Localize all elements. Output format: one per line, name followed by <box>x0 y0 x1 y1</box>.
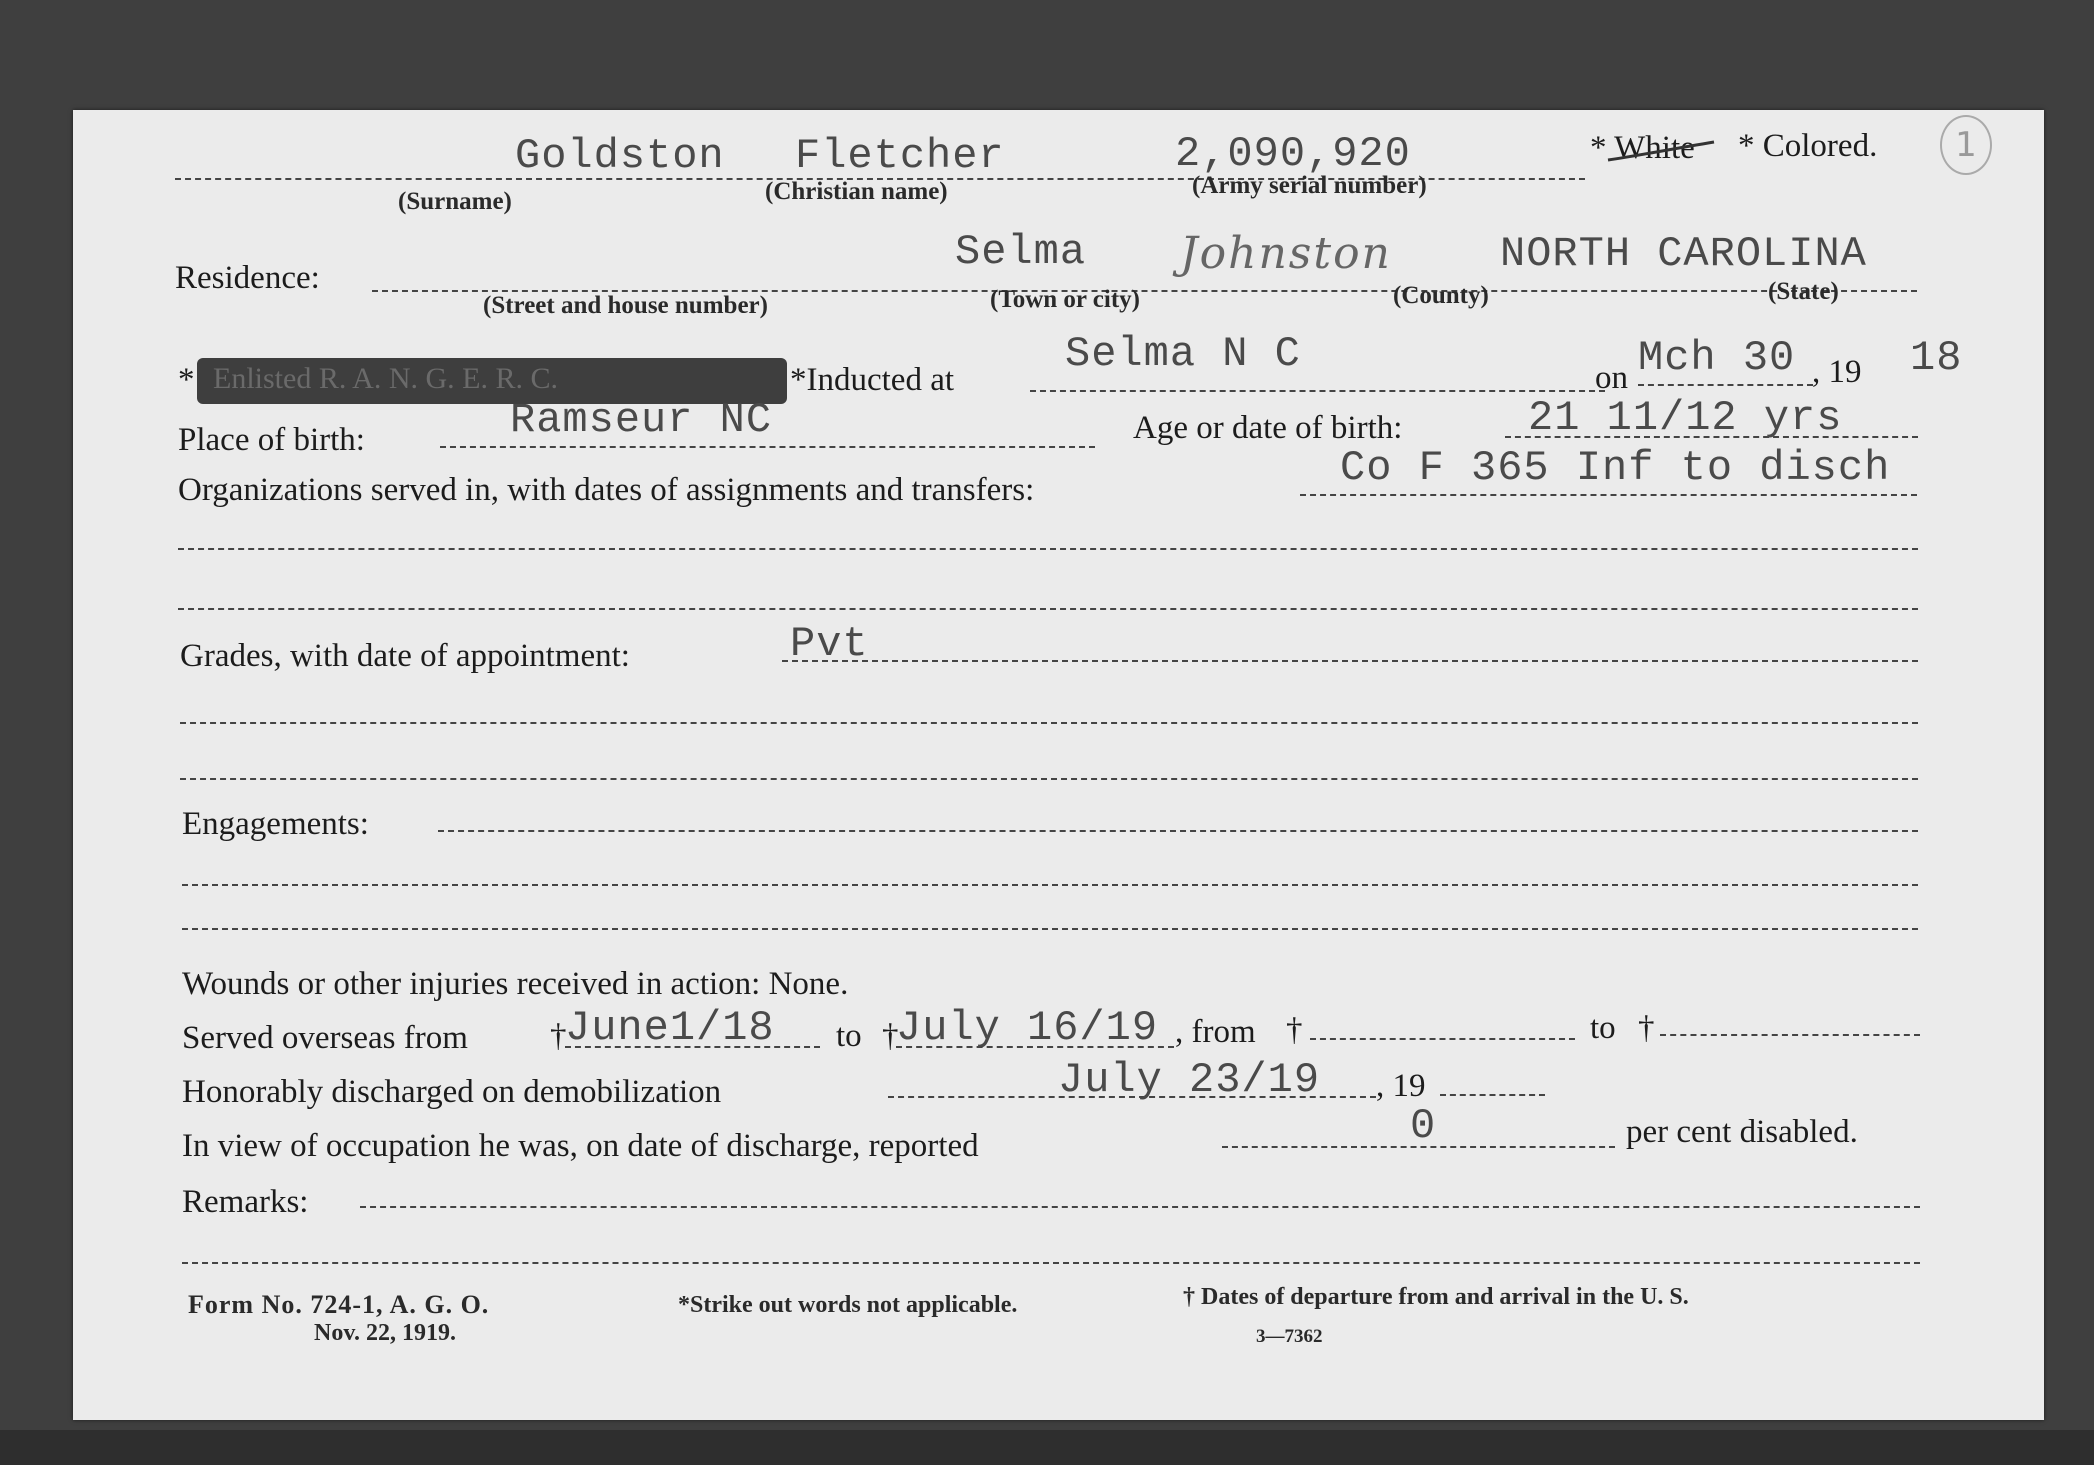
disability-value: 0 <box>1410 1102 1437 1150</box>
christian-name-caption: (Christian name) <box>765 178 948 205</box>
street-caption: (Street and house number) <box>483 292 768 319</box>
place-of-birth-label: Place of birth: <box>178 422 365 458</box>
wounds-label: Wounds or other injuries received in action: None. <box>182 966 849 1002</box>
remarks-line-2 <box>182 1262 1920 1264</box>
residence-county: Johnston <box>1180 228 1392 279</box>
overseas-from2-line <box>1310 1038 1575 1040</box>
overseas-from-date: June1/18 <box>565 1004 775 1052</box>
serial-caption: (Army serial number) <box>1192 172 1427 199</box>
overseas-dagger-1: † <box>550 1018 567 1054</box>
dates-note: † Dates of departure from and arrival in the U. S. <box>1183 1284 1689 1310</box>
serial-number-value: 2,090,920 <box>1175 130 1411 178</box>
inducted-date-line <box>1638 384 1813 386</box>
remarks-label: Remarks: <box>182 1184 309 1220</box>
organizations-line-3 <box>178 608 1918 610</box>
organizations-value: Co F 365 Inf to disch <box>1340 444 1891 492</box>
discharge-label: Honorably discharged on demobilization <box>182 1074 722 1110</box>
scan-background-edge <box>0 1430 2094 1465</box>
grades-line-1 <box>782 660 1918 662</box>
age-label: Age or date of birth: <box>1133 410 1403 446</box>
organizations-line-2 <box>178 548 1918 550</box>
overseas-from2-label: , from <box>1175 1014 1256 1050</box>
inducted-year-suffix: 18 <box>1910 334 1963 382</box>
inducted-at-line <box>1030 390 1605 392</box>
print-code: 3—7362 <box>1256 1326 1323 1347</box>
overseas-to-line <box>896 1046 1174 1048</box>
form-number: Form No. 724-1, A. G. O. <box>188 1290 490 1319</box>
organizations-label: Organizations served in, with dates of assignments and transfers: <box>178 472 1035 508</box>
engagements-line-3 <box>182 928 1918 930</box>
white-strike-mark <box>1606 138 1718 166</box>
enlisted-star: * <box>178 362 195 398</box>
strike-out-note: *Strike out words not applicable. <box>678 1292 1018 1318</box>
overseas-to-label: to <box>836 1018 862 1054</box>
overseas-from-line <box>565 1046 820 1048</box>
overseas-dagger-3: † <box>1286 1012 1303 1048</box>
surname-caption: (Surname) <box>398 188 512 215</box>
white-label: * White <box>1590 130 1695 166</box>
discharge-year-prefix: , 19 <box>1376 1068 1426 1104</box>
town-caption: (Town or city) <box>990 286 1140 313</box>
redacted-enlisted-options: Enlisted R. A. N. G. E. R. C. <box>213 362 559 395</box>
engagements-label: Engagements: <box>182 806 369 842</box>
grades-line-3 <box>180 778 1918 780</box>
inducted-at-place: Selma N C <box>1065 330 1301 378</box>
remarks-line-1 <box>360 1206 1920 1208</box>
grades-label: Grades, with date of appointment: <box>180 638 630 674</box>
overseas-dagger-2: † <box>882 1018 899 1054</box>
grades-value: Pvt <box>790 620 869 668</box>
engagements-line-2 <box>182 884 1918 886</box>
surname-value: Goldston <box>515 132 725 180</box>
page-number-mark: 1 <box>1940 115 1992 175</box>
place-of-birth-value: Ramseur NC <box>510 396 773 444</box>
inducted-year-prefix: , 19 <box>1812 354 1862 390</box>
organizations-line-1 <box>1300 494 1917 496</box>
county-caption: (County) <box>1393 282 1489 309</box>
christian-name-value: Fletcher <box>795 132 1005 180</box>
overseas-to2-line <box>1660 1034 1920 1036</box>
grades-line-2 <box>180 722 1918 724</box>
discharge-year-line <box>1440 1094 1545 1096</box>
residence-state: NORTH CAROLINA <box>1500 230 1867 278</box>
residence-town: Selma <box>955 228 1087 276</box>
place-of-birth-line <box>440 446 1095 448</box>
served-overseas-label: Served overseas from <box>182 1020 468 1056</box>
form-date: Nov. 22, 1919. <box>314 1320 457 1346</box>
overseas-to-date: July 16/19 <box>896 1004 1159 1052</box>
colored-label: * Colored. <box>1738 128 1878 164</box>
disability-label: In view of occupation he was, on date of discharge, reported <box>182 1128 979 1164</box>
inducted-at-label: *Inducted at <box>790 362 955 398</box>
state-caption: (State) <box>1768 278 1839 305</box>
engagements-line-1 <box>438 830 1918 832</box>
age-value: 21 11/12 yrs <box>1528 394 1843 442</box>
disability-suffix: per cent disabled. <box>1626 1114 1858 1150</box>
inducted-on-label: on <box>1595 360 1628 396</box>
discharge-date: July 23/19 <box>1058 1056 1321 1104</box>
inducted-date: Mch 30 <box>1638 334 1796 382</box>
overseas-to2-label: to <box>1590 1010 1616 1046</box>
overseas-dagger-4: † <box>1638 1010 1655 1046</box>
residence-label: Residence: <box>175 260 320 296</box>
